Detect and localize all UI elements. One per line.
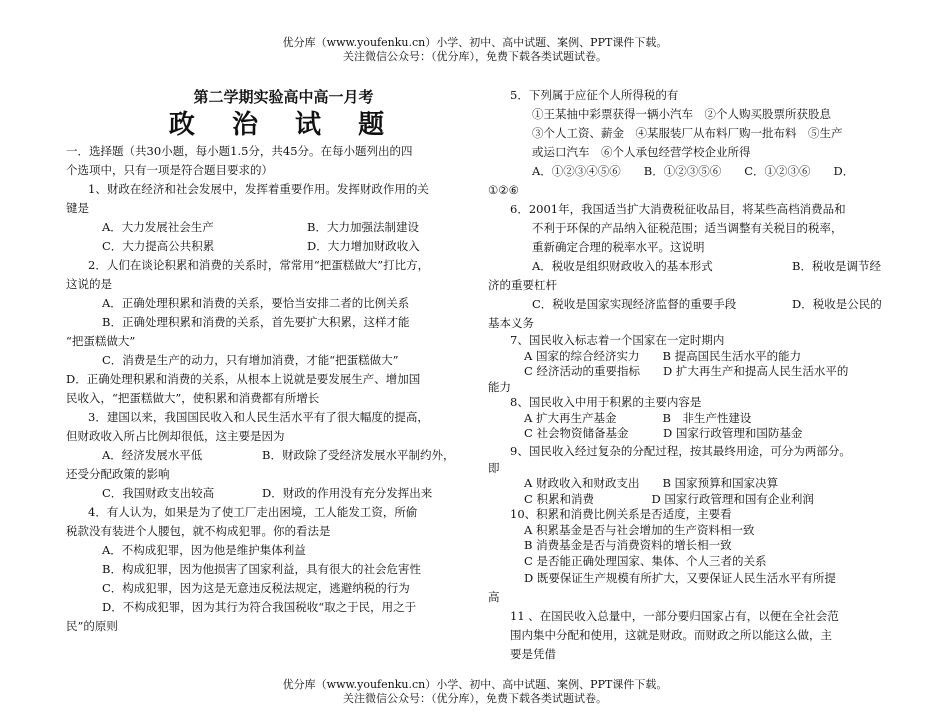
option-c[interactable]: C．消费是生产的动力，只有增加消费，才能“把蛋糕做大” [102, 353, 399, 367]
exam-title: 第二学期实验高中高一月考 [193, 88, 374, 106]
question-2-cont: 这说的是 [66, 277, 112, 291]
banner-line-2: 关注微信公众号：（优分库），免费下载各类试题试卷。 [343, 50, 607, 63]
question-1-options-ab [66, 218, 471, 237]
question-1-cont: 键是 [66, 201, 89, 215]
banner-line-1: 优分库（www.youfenku.cn）小学、初中、高中试题、案例、PPT课件下载。 [282, 678, 668, 691]
option-a[interactable]: A．不构成犯罪，因为他是维护集体利益 [102, 543, 306, 557]
question-11-cont-1: 围内集中分配和使用，这就是财政。而财政之所以能这么做，主 [510, 628, 832, 642]
option-b[interactable]: B．构成犯罪，因为他损害了国家利益，具有很大的社会危害性 [102, 562, 421, 576]
question-3-cont: 但财政收入所占比例却很低，这主要是因为 [66, 429, 285, 443]
question-6: 6．2001年，我国适当扩大消费税征收品目，将某些高档消费品和 [510, 202, 846, 216]
question-8-options-ab[interactable]: A 扩大再生产基金 B 非生产性建设 [524, 410, 752, 425]
option-a[interactable]: A．经济发展水平低 [102, 448, 203, 462]
option-a[interactable]: A．税收是组织财政收入的基本形式 [532, 259, 713, 273]
question-3: 3．建国以来，我国国民收入和人民生活水平有了很大幅度的提高， [88, 410, 429, 424]
option-c[interactable]: C．大力提高公共积累 [102, 239, 215, 253]
question-5-item-1: ①王某抽中彩票获得一辆小汽车 ②个人购买股票所获股息 [532, 107, 831, 121]
question-6-options-ab [488, 257, 888, 276]
question-4-cont: 税款没有装进个人腰包，就不构成犯罪。你的看法是 [66, 524, 331, 538]
option-d-cont: 高 [488, 590, 500, 604]
question-9-options-ab[interactable]: A 财政收入和财政支出 B 国家预算和国家决算 [524, 476, 779, 490]
question-6-options-cd [488, 295, 888, 314]
question-1-options-cd [66, 237, 471, 256]
option-b[interactable]: B．税收是调节经 [792, 259, 881, 273]
question-11-cont-2: 要是凭借 [510, 647, 556, 661]
option-d[interactable]: D．税收是公民的 [792, 297, 882, 311]
option-d[interactable]: D．不构成犯罪，因为其行为符合我国税收“取之于民，用之于 [102, 600, 417, 614]
option-d[interactable]: D．大力增加财政收入 [307, 239, 420, 253]
question-8-options-cd[interactable]: C 社会物资储备基金 D 国家行政管理和国防基金 [524, 426, 803, 440]
question-7: 7、国民收入标志着一个国家在一定时期内 [510, 333, 725, 347]
question-9-options-cd[interactable]: C 积累和消费 D 国家行政管理和国有企业利润 [524, 491, 814, 506]
option-d-cont: 基本义务 [488, 316, 534, 330]
option-b-cont: “把蛋糕做大” [66, 334, 136, 348]
question-11: 11 、在国民收入总量中，一部分要归国家占有，以便在全社会范 [510, 609, 839, 623]
option-d-cont: 能力 [488, 379, 511, 394]
question-9-cont: 即 [488, 460, 500, 475]
option-c[interactable]: C．构成犯罪，因为这是无意违反税法规定，逃避纳税的行为 [102, 581, 410, 595]
option-b[interactable]: B．大力加强法制建设 [307, 220, 419, 234]
question-4: 4．有人认为，如果是为了使工厂走出困境，工人能发工资，所偷 [88, 505, 418, 519]
option-c[interactable]: C．税收是国家实现经济监督的重要手段 [532, 297, 737, 311]
option-c[interactable]: C．我国财政支出较高 [102, 486, 215, 500]
question-5-item-2: ③个人工资、薪金 ④某服装厂从布料厂购一批布料 ⑤生产 [532, 126, 843, 140]
option-a[interactable]: A．正确处理积累和消费的关系，要恰当安排二者的比例关系 [102, 296, 410, 310]
option-d[interactable]: D 既要保证生产规模有所扩大，又要保证人民生活水平有所提 [524, 571, 836, 585]
question-1: 1、财政在经济和社会发展中，发挥着重要作用。发挥财政作用的关 [88, 182, 429, 196]
question-5-options-cont: ①②⑥ [488, 183, 519, 197]
banner-line-2: 关注微信公众号：（优分库），免费下载各类试题试卷。 [343, 692, 607, 705]
question-5: 5．下列属于应征个人所得税的有 [510, 88, 679, 102]
question-10: 10、积累和消费比例关系是否适度，主要看 [510, 507, 732, 521]
question-9: 9、国民收入经过复杂的分配过程，按其最终用途，可分为两部分。 [510, 443, 851, 458]
question-5-item-3: 或运口汽车 ⑥个人承包经营学校企业所得 [532, 145, 751, 159]
question-3-options-ab [66, 446, 471, 465]
bottom-banner [0, 678, 950, 706]
question-6-cont-2: 重新确定合理的税率水平。这说明 [532, 240, 705, 254]
question-7-options-cd[interactable]: C 经济活动的重要指标 D 扩大再生产和提高人民生活水平的 [524, 364, 849, 378]
question-3-options-cd [66, 484, 471, 503]
option-b-cont: 还受分配政策的影响 [66, 467, 170, 481]
option-d[interactable]: D．财政的作用没有充分发挥出来 [262, 486, 433, 500]
option-c[interactable]: C 是否能正确处理国家、集体、个人三者的关系 [524, 553, 767, 568]
question-8: 8、国民收入中用于积累的主要内容是 [510, 395, 702, 409]
option-d-cont: 民”的原则 [66, 619, 118, 633]
left-column [66, 86, 471, 636]
section-intro: 一．选择题（共30小题，每小题1.5分，共45分。在每小题列出的四 [66, 144, 413, 158]
top-banner [0, 36, 950, 64]
question-2: 2．人们在谈论积累和消费的关系时，常常用“把蛋糕做大”打比方， [88, 258, 430, 272]
option-b[interactable]: B 消费基金是否与消费资料的增长相一致 [524, 538, 732, 552]
question-6-cont-1: 不利于环保的产品纳入征税范围；适当调整有关税目的税率， [532, 221, 843, 235]
option-b[interactable]: B．正确处理积累和消费的关系，首先要扩大积累，这样才能 [102, 315, 410, 329]
option-b-cont: 济的重要杠杆 [488, 278, 557, 292]
option-d[interactable]: D．正确处理积累和消费的关系，从根本上说就是要发展生产、增加国 [66, 372, 421, 386]
question-7-options-ab[interactable]: A 国家的综合经济实力 B 提高国民生活水平的能力 [524, 348, 802, 363]
question-5-options[interactable]: A．①②③④⑤⑥ B．①②③⑤⑥ C．①②③⑥ D． [532, 164, 855, 178]
option-a[interactable]: A 积累基金是否与社会增加的生产资料相一致 [524, 522, 755, 537]
banner-line-1: 优分库（www.youfenku.cn）小学、初中、高中试题、案例、PPT课件下载。 [282, 36, 668, 49]
section-intro-cont: 个选项中，只有一项是符合题目要求的） [66, 163, 273, 177]
option-d-cont: 民收入，“把蛋糕做大”，使积累和消费都有所增长 [66, 391, 320, 405]
subject-title: 政 治 试 题 [168, 110, 399, 140]
right-column [488, 86, 888, 664]
option-a[interactable]: A．大力发展社会生产 [102, 220, 214, 234]
option-b[interactable]: B．财政除了受经济发展水平制约外， [262, 448, 455, 462]
